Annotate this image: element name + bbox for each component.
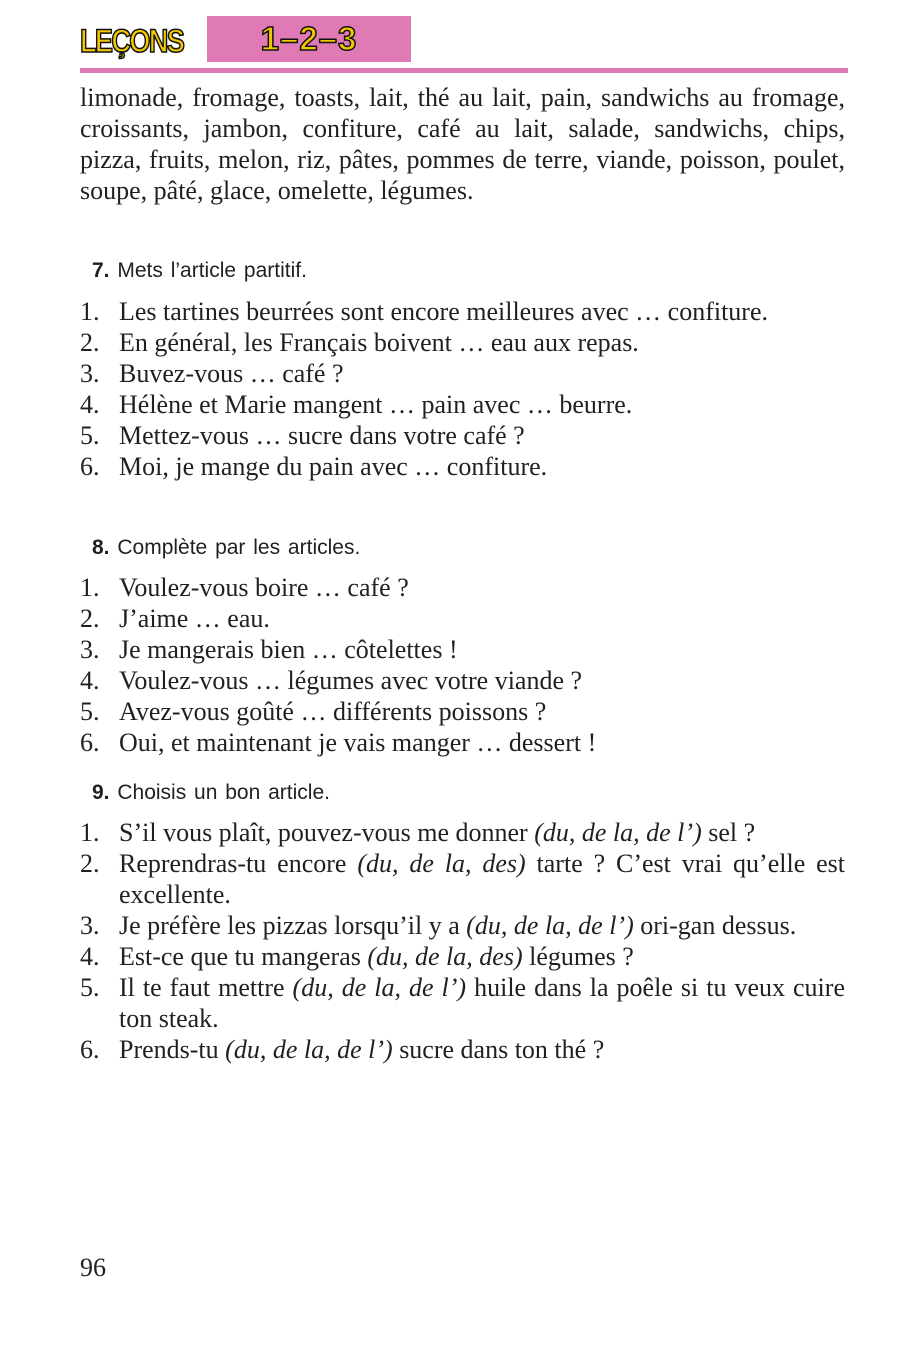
- item-number: 5.: [80, 697, 100, 726]
- exercise-instruction: Mets l’article partitif.: [117, 259, 307, 282]
- exercise-7-heading: [92, 258, 307, 284]
- item-number: 5.: [80, 973, 100, 1002]
- item-number: 5.: [80, 421, 100, 450]
- exercise-item: [80, 941, 845, 972]
- exercise-item: [80, 420, 845, 451]
- exercise-item: [80, 572, 845, 603]
- item-text: S’il vous plaît, pouvez-vous me donner: [119, 818, 535, 847]
- exercise-item: [80, 665, 845, 696]
- header-divider: [80, 68, 848, 73]
- item-text: Est-ce que tu mangeras: [119, 942, 368, 971]
- vocabulary-paragraph: limonade, fromage, toasts, lait, thé au lait, pain, sandwichs au fromage, croissants, jambon, confiture, café au lait, salade, sandwichs, chips, pizza, fruits, melon, riz, pâtes, pommes de terre, viande, poisson, poulet, soupe, pâté, glace, omelette, légumes.: [80, 83, 845, 205]
- item-text: sel ?: [701, 818, 756, 847]
- item-text: Voulez-vous boire … café ?: [119, 573, 409, 602]
- item-text: Je préfère les pizzas lorsqu’il y a: [119, 911, 467, 940]
- exercise-number: 8.: [92, 536, 110, 559]
- exercise-item: [80, 358, 845, 389]
- item-text: Je mangerais bien … côtelettes !: [119, 635, 458, 664]
- item-number: 1.: [80, 573, 100, 602]
- lesson-number-badge: [207, 16, 411, 62]
- item-text: ori-gan dessus.: [633, 911, 797, 940]
- exercise-item: [80, 848, 845, 910]
- item-number: 6.: [80, 452, 100, 481]
- item-number: 2.: [80, 328, 100, 357]
- lesson-header-word: LEÇONS: [80, 23, 184, 59]
- item-number: 3.: [80, 359, 100, 388]
- item-text: Mettez-vous … sucre dans votre café ?: [119, 421, 525, 450]
- item-text: Prends-tu: [119, 1035, 226, 1064]
- item-number: 6.: [80, 728, 100, 757]
- exercise-9-heading: [92, 780, 330, 806]
- item-text: J’aime … eau.: [119, 604, 270, 633]
- item-text: Avez-vous goûté … différents poissons ?: [119, 697, 547, 726]
- item-number: 1.: [80, 818, 100, 847]
- item-text: Reprendras-tu encore: [119, 849, 358, 878]
- article-choices: (du, de la, des): [367, 942, 523, 971]
- item-text: Oui, et maintenant je vais manger … dessert !: [119, 728, 597, 757]
- item-text: légumes ?: [522, 942, 634, 971]
- article-choices: (du, de la, des): [357, 849, 526, 878]
- exercise-8-list: [80, 572, 845, 758]
- exercise-item: [80, 910, 845, 941]
- item-number: 3.: [80, 635, 100, 664]
- exercise-item: [80, 634, 845, 665]
- item-text: Voulez-vous … légumes avec votre viande ?: [119, 666, 583, 695]
- lesson-numbers: 1–2–3: [260, 20, 358, 57]
- item-text: En général, les Français boivent … eau aux repas.: [119, 328, 639, 357]
- article-choices: (du, de la, de l’): [292, 973, 467, 1002]
- item-number: 2.: [80, 849, 100, 878]
- item-text: Moi, je mange du pain avec … confiture.: [119, 452, 548, 481]
- article-choices: (du, de la, de l’): [225, 1035, 393, 1064]
- item-text: Buvez-vous … café ?: [119, 359, 344, 388]
- article-choices: (du, de la, de l’): [466, 911, 634, 940]
- exercise-item: [80, 696, 845, 727]
- exercise-item: [80, 389, 845, 420]
- exercise-9-list: [80, 817, 845, 1065]
- exercise-7-list: [80, 296, 845, 482]
- exercise-instruction: Choisis un bon article.: [117, 781, 330, 804]
- item-text: huile dans la poêle si tu veux cuire ton steak.: [119, 973, 845, 1033]
- item-text: Il te faut mettre: [119, 973, 293, 1002]
- item-text: sucre dans ton thé ?: [392, 1035, 605, 1064]
- exercise-item: [80, 327, 845, 358]
- item-number: 2.: [80, 604, 100, 633]
- page-number: 96: [80, 1253, 106, 1282]
- exercise-item: [80, 296, 845, 327]
- exercise-number: 9.: [92, 781, 110, 804]
- exercise-instruction: Complète par les articles.: [117, 536, 361, 559]
- item-number: 4.: [80, 390, 100, 419]
- article-choices: (du, de la, de l’): [534, 818, 702, 847]
- item-text: tarte ? C’est vrai qu’elle est excellente.: [119, 849, 845, 909]
- exercise-item: [80, 1034, 845, 1065]
- item-number: 4.: [80, 942, 100, 971]
- exercise-item: [80, 727, 845, 758]
- lesson-header: [80, 16, 848, 64]
- exercise-item: [80, 451, 845, 482]
- item-number: 4.: [80, 666, 100, 695]
- exercise-item: [80, 603, 845, 634]
- exercise-item: [80, 972, 845, 1034]
- exercise-8-heading: [92, 535, 360, 561]
- item-number: 3.: [80, 911, 100, 940]
- item-number: 1.: [80, 297, 100, 326]
- item-text: Hélène et Marie mangent … pain avec … beurre.: [119, 390, 633, 419]
- item-number: 6.: [80, 1035, 100, 1064]
- exercise-item: [80, 817, 845, 848]
- exercise-number: 7.: [92, 259, 110, 282]
- item-text: Les tartines beurrées sont encore meilleures avec … confiture.: [119, 297, 768, 326]
